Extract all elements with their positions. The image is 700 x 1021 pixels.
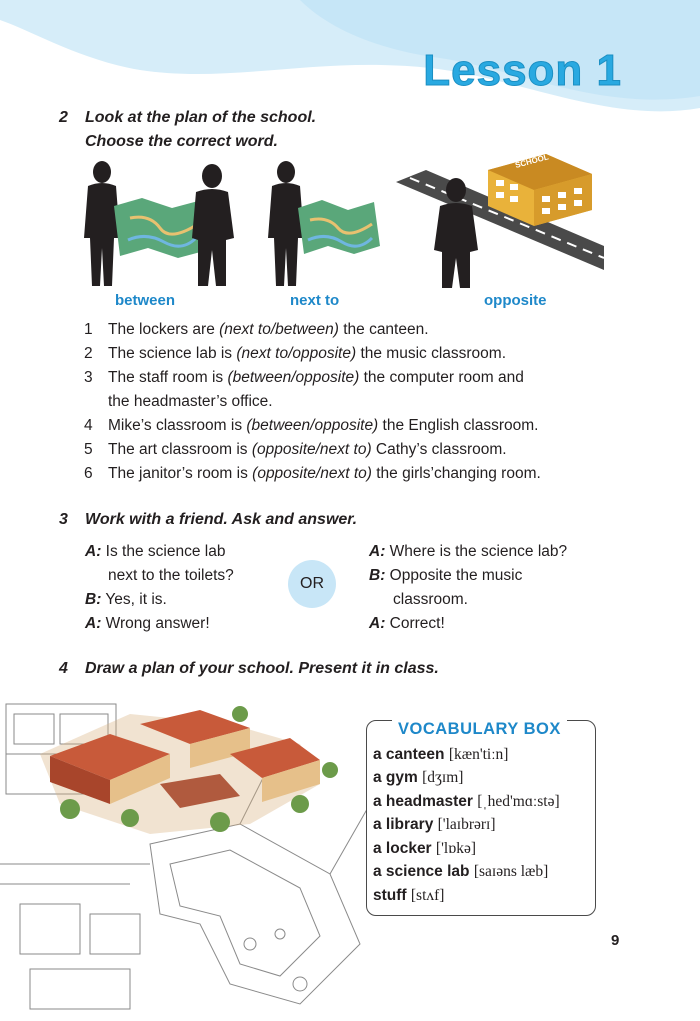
list-item: 2 The science lab is (next to/opposite) the music classroom.: [84, 345, 507, 362]
exercise-4-instruction: Draw a plan of your school. Present it in class.: [85, 660, 439, 677]
dialogue-line: A: Where is the science lab?: [369, 543, 568, 560]
dialogue-line: B: Opposite the music: [369, 567, 523, 584]
page-number: 9: [611, 932, 620, 949]
dialogue-line: next to the toilets?: [108, 567, 234, 584]
vocabulary-item: a library ['laɪbrərɪ]: [373, 816, 496, 833]
school-building-3d: [40, 706, 338, 834]
opposite-illustration: [396, 146, 604, 290]
exercise-3-number: 3: [59, 511, 68, 528]
list-item: 6 The janitor’s room is (opposite/next to) the girls’changing room.: [84, 465, 541, 482]
exercise-2-instruction-line1: Look at the plan of the school.: [85, 109, 317, 126]
next-to-illustration: [264, 158, 384, 288]
exercise-3-instruction: Work with a friend. Ask and answer.: [85, 511, 358, 528]
school-plan-illustration: [0, 684, 380, 1021]
label-between: between: [115, 292, 176, 309]
person-silhouette-icon: [84, 161, 120, 286]
dialogue-line: B: Yes, it is.: [85, 591, 167, 608]
page-title: Lesson 1: [423, 46, 622, 95]
or-badge: OR: [288, 560, 336, 608]
vocabulary-title: VOCABULARY BOX: [392, 720, 567, 739]
vocabulary-item: stuff [stʌf]: [373, 887, 445, 904]
between-illustration: [80, 158, 240, 288]
list-item: 5 The art classroom is (opposite/next to) Cathy’s classroom.: [84, 441, 507, 458]
map-icon: [298, 200, 380, 254]
dialogue-line: A: Is the science lab: [85, 543, 226, 560]
person-silhouette-icon: [192, 164, 234, 286]
dialogue-line: A: Wrong answer!: [85, 615, 210, 632]
dialogue-line: classroom.: [393, 591, 468, 608]
label-opposite: opposite: [484, 292, 547, 309]
vocabulary-item: a science lab [saɪəns læb]: [373, 863, 549, 880]
list-item: 1 The lockers are (next to/between) the canteen.: [84, 321, 429, 338]
exercise-2-instruction-line2: Choose the correct word.: [85, 133, 278, 150]
school-sign: SCHOOL: [514, 152, 550, 170]
exercise-2-number: 2: [59, 109, 68, 126]
list-item-continuation: the headmaster’s office.: [108, 393, 273, 410]
exercise-4-number: 4: [59, 660, 68, 677]
vocabulary-item: a headmaster [ˌhed'mɑːstə]: [373, 793, 560, 810]
list-item: 3 The staff room is (between/opposite) the computer room and: [84, 369, 524, 386]
label-next-to: next to: [290, 292, 340, 309]
vocabulary-item: a canteen [kæn'tiːn]: [373, 746, 509, 763]
dialogue-line: A: Correct!: [369, 615, 445, 632]
person-silhouette-icon: [268, 161, 304, 286]
vocabulary-item: a gym [dʒɪm]: [373, 769, 464, 786]
list-item: 4 Mike’s classroom is (between/opposite) the English classroom.: [84, 417, 539, 434]
vocabulary-item: a locker ['lɒkə]: [373, 840, 477, 857]
